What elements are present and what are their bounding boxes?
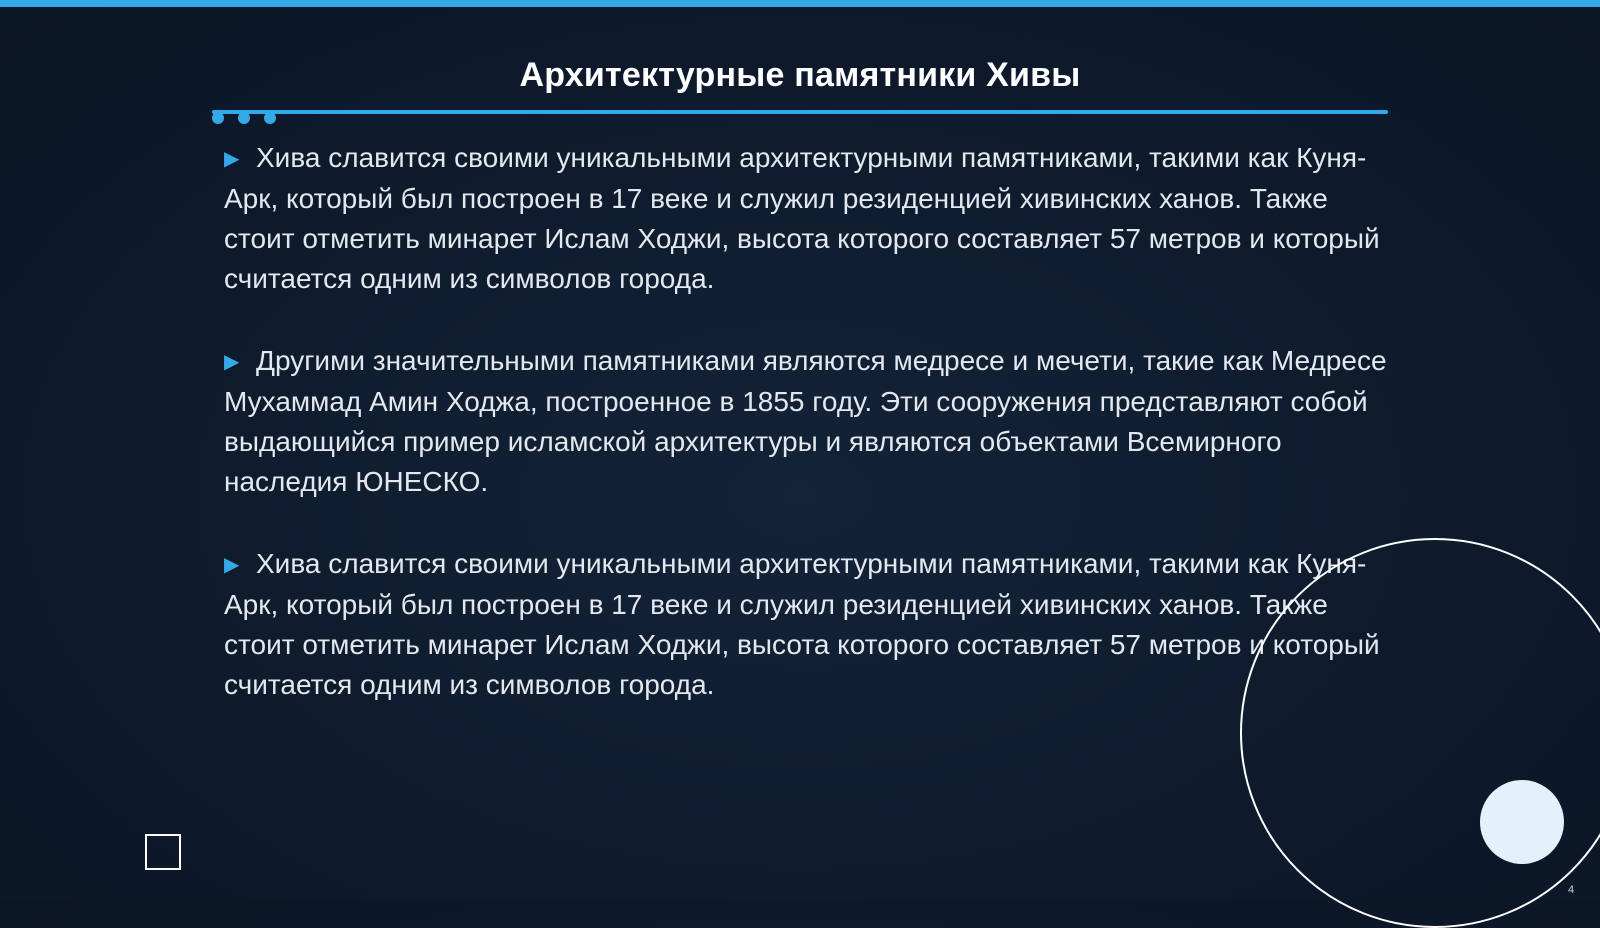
decorative-dot	[264, 112, 276, 124]
page-number: 4	[1568, 884, 1575, 896]
decorative-dot	[212, 112, 224, 124]
slide-title: Архитектурные памятники Хивы	[519, 56, 1081, 94]
decorative-circle-filled	[1480, 780, 1564, 864]
bullet-list	[224, 138, 1394, 747]
triangle-bullet-icon: ▶	[224, 351, 240, 373]
bullet-text: Другими значительными памятниками являются медресе и мечети, такие как Медресе Мухаммад Амин Ходжа, построенное в 1855 году. Эти сооружения представляют собой выдающийся пример исламской архитектуры и являются объектами Всемирного наследия ЮНЕСКО.	[224, 345, 1387, 497]
title-underline	[212, 110, 1388, 114]
decorative-dot	[238, 112, 250, 124]
top-accent-bar	[0, 0, 1600, 7]
bullet-item	[224, 544, 1394, 705]
decorative-circle-outline	[1240, 538, 1600, 928]
bullet-item	[224, 341, 1394, 502]
triangle-bullet-icon: ▶	[224, 554, 240, 576]
triangle-bullet-icon: ▶	[224, 148, 240, 170]
bullet-text: Хива славится своими уникальными архитектурными памятниками, такими как Куня-Арк, который был построен в 17 веке и служил резиденцией хивинских ханов. Также стоит отметить минарет Ислам Ходжи, высота которого составляет 57 метров и который считается одним из символов города.	[224, 142, 1380, 294]
bullet-item	[224, 138, 1394, 299]
bullet-text: Хива славится своими уникальными архитектурными памятниками, такими как Куня-Арк, который был построен в 17 веке и служил резиденцией хивинских ханов. Также стоит отметить минарет Ислам Ходжи, высота которого составляет 57 метров и который считается одним из символов города.	[224, 548, 1380, 700]
decorative-square-outline	[145, 834, 181, 870]
